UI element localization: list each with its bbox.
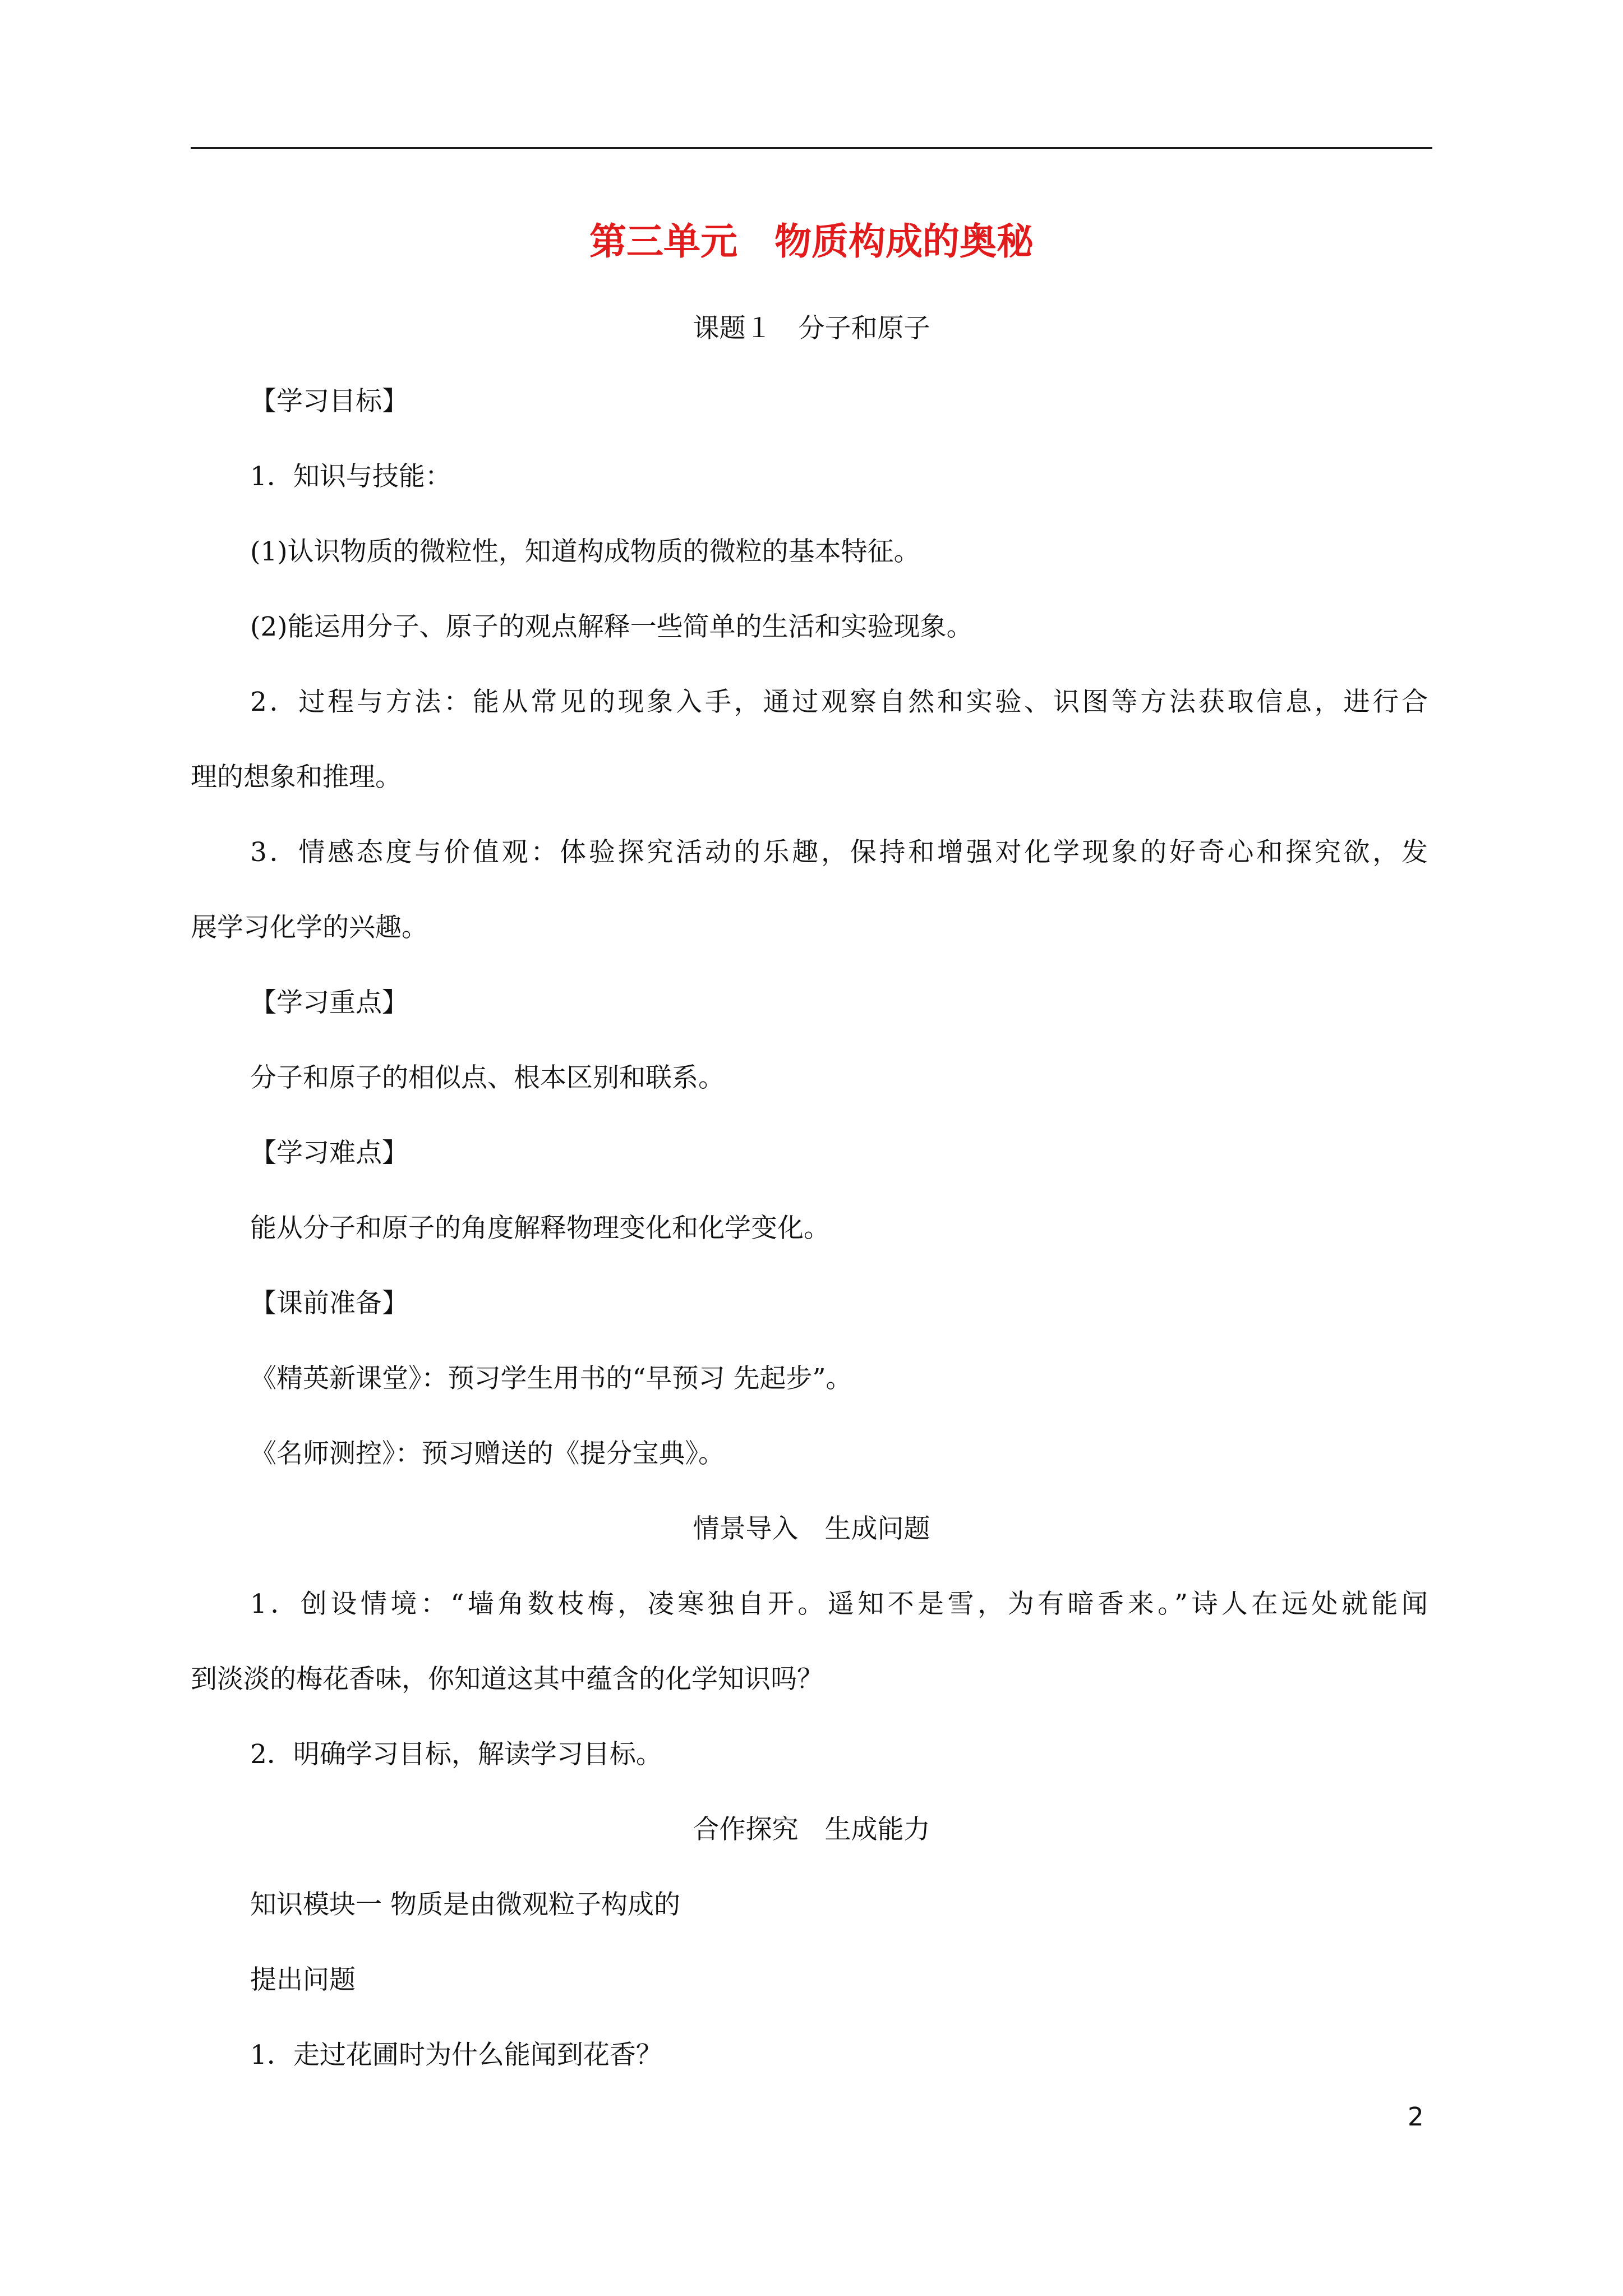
header-rule: [191, 147, 1432, 149]
intro-heading: 情景导入 生成问题: [693, 1513, 930, 1544]
explore-heading: 合作探究 生成能力: [693, 1814, 930, 1845]
objective-knowledge-point-1: (1)认识物质的微粒性，知道构成物质的微粒的基本特征。: [250, 536, 920, 567]
objective-process-line-2: 理的想象和推理。: [191, 762, 402, 793]
knowledge-module-1: 知识模块一 物质是由微观粒子构成的: [250, 1889, 680, 1920]
page-number: 2: [1408, 2102, 1424, 2132]
difficulties-heading: 【学习难点】: [250, 1138, 408, 1168]
objective-process-line-1: 2．过程与方法：能从常见的现象入手，通过观察自然和实验、识图等方法获取信息，进行合: [250, 687, 1428, 717]
question-1: 1．走过花圃时为什么能闻到花香？: [250, 2040, 662, 2070]
difficulties-text: 能从分子和原子的角度解释物理变化和化学变化。: [250, 1213, 830, 1244]
intro-scenario-line-1: 1．创设情境：“墙角数枝梅，凌寒独自开。遥知不是雪，为有暗香来。”诗人在远处就能闻: [250, 1589, 1428, 1619]
objectives-heading: 【学习目标】: [250, 386, 408, 417]
raise-question-label: 提出问题: [250, 1964, 356, 1995]
preparation-heading: 【课前准备】: [250, 1288, 408, 1319]
objective-knowledge-point-2: (2)能运用分子、原子的观点解释一些简单的生活和实验现象。: [250, 611, 973, 642]
key-points-text: 分子和原子的相似点、根本区别和联系。: [250, 1062, 725, 1093]
preparation-line-2: 《名师测控》：预习赠送的《提分宝典》。: [250, 1438, 725, 1469]
lesson-title: 课题１ 分子和原子: [693, 313, 930, 344]
intro-goals: 2．明确学习目标，解读学习目标。: [250, 1739, 662, 1770]
key-points-heading: 【学习重点】: [250, 987, 408, 1018]
unit-title: 第三单元 物质构成的奥秘: [589, 219, 1034, 263]
objective-knowledge-title: 1．知识与技能：: [250, 461, 451, 492]
preparation-line-1: 《精英新课堂》：预习学生用书的“早预习 先起步”。: [250, 1363, 852, 1394]
objective-attitude-line-2: 展学习化学的兴趣。: [191, 912, 428, 943]
objective-attitude-line-1: 3．情感态度与价值观：体验探究活动的乐趣，保持和增强对化学现象的好奇心和探究欲，发: [250, 837, 1428, 868]
intro-scenario-line-2: 到淡淡的梅花香味，你知道这其中蕴含的化学知识吗？: [191, 1664, 823, 1695]
